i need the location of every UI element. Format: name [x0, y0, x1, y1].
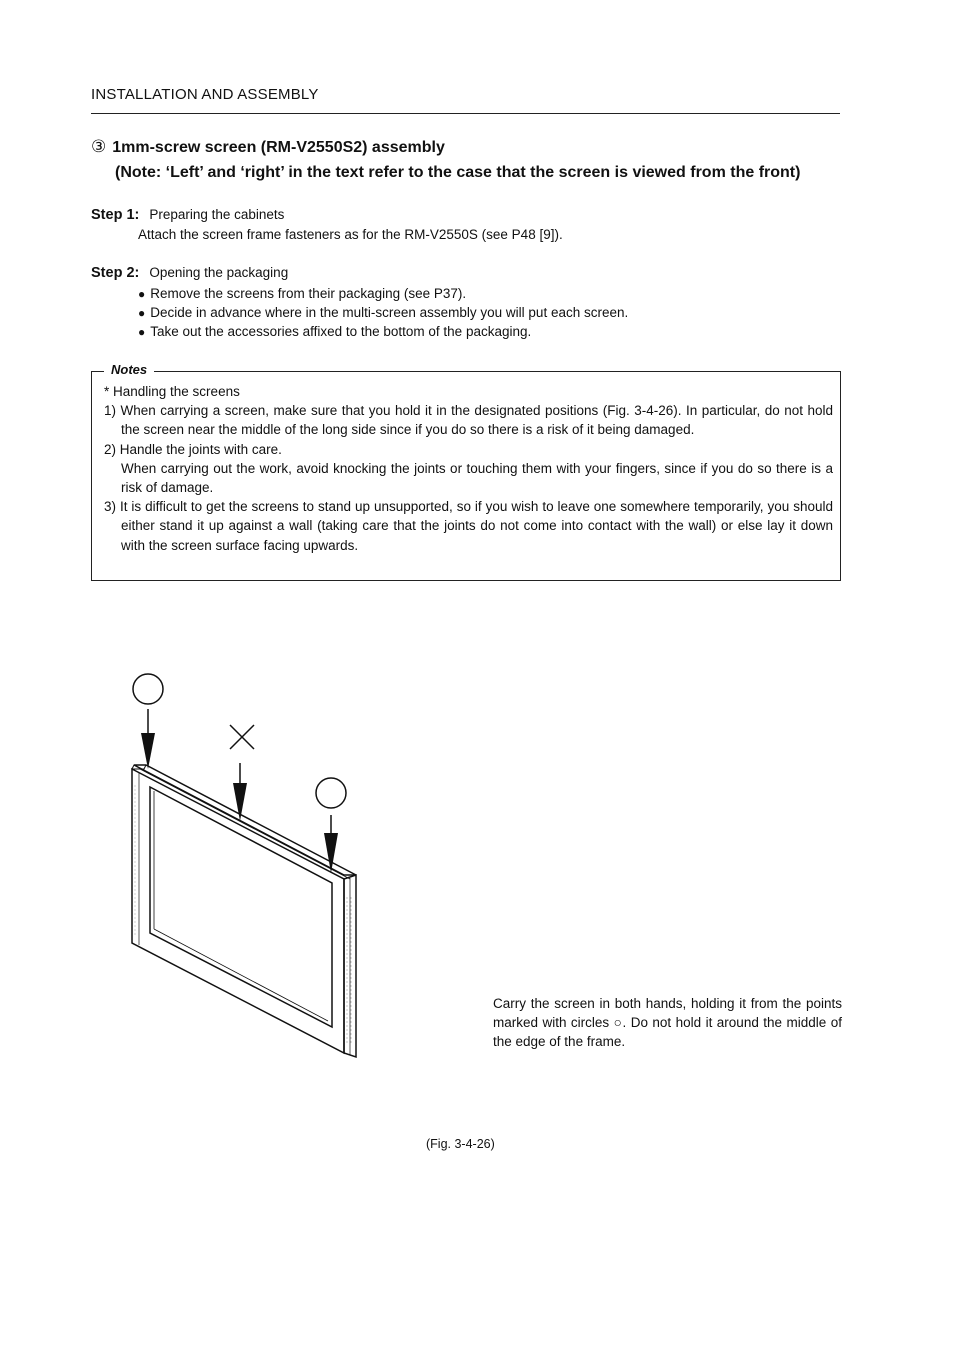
- notes-heading: * Handling the screens: [104, 384, 240, 399]
- figure-label: (Fig. 3-4-26): [426, 1137, 495, 1151]
- step-2-title: Opening the packaging: [149, 265, 289, 280]
- hold-point-circle-left: [133, 674, 163, 769]
- notes-title: Notes: [104, 362, 154, 377]
- header-rule: [91, 113, 840, 114]
- notes-item-2-continued: When carrying out the work, avoid knocking the joints or touching them with your fingers, since if you do so there is a risk of damage.: [121, 460, 833, 496]
- step-2: [91, 265, 288, 281]
- step-1-title: Preparing the cabinets: [149, 207, 285, 222]
- running-header: INSTALLATION AND ASSEMBLY: [91, 86, 319, 103]
- screen-frame: [132, 765, 356, 1057]
- section-note: (Note: ‘Left’ and ‘right’ in the text refer to the case that the screen is viewed from the front): [115, 164, 801, 181]
- step-1-text: Attach the screen frame fasteners as for the RM-V2550S (see P48 [9]).: [138, 227, 563, 242]
- section-number: ③: [91, 137, 107, 156]
- figure-caption: Carry the screen in both hands, holding it from the points marked with circles ○. Do not hold it around the middle of the edge of the frame.: [493, 996, 842, 1050]
- step-2-bullet: ● Take out the accessories affixed to the bottom of the packaging.: [138, 324, 531, 339]
- step-1-label: Step 1:: [91, 207, 140, 223]
- hold-point-circle-right: [316, 778, 346, 873]
- notes-item-3: 3) It is difficult to get the screens to stand up unsupported, so if you wish to leave one somewhere temporarily, you should either stand it up against a wall (taking care that the joints do not come into contact with the wall) or else lay it down with the screen surface facing upwards.: [104, 499, 833, 553]
- step-2-bullet: ● Decide in advance where in the multi-screen assembly you will put each screen.: [138, 305, 628, 320]
- section-title-text: 1mm-screw screen (RM-V2550S2) assembly: [112, 139, 445, 156]
- step-1: [91, 207, 284, 223]
- notes-item-2: 2) Handle the joints with care.: [104, 441, 282, 457]
- screen-handling-figure: [110, 665, 370, 1075]
- section-title: [91, 137, 445, 157]
- step-2-bullet: ● Remove the screens from their packaging (see P37).: [138, 286, 466, 301]
- notes-text: [104, 382, 833, 555]
- notes-item-1: 1) When carrying a screen, make sure that you hold it in the designated positions (Fig. 3-4-26). In particular, do not hold the screen near the middle of the long side since if you do so there is a risk of it being damaged.: [104, 403, 833, 438]
- step-2-label: Step 2:: [91, 265, 140, 281]
- do-not-hold-x-mark: [230, 725, 254, 821]
